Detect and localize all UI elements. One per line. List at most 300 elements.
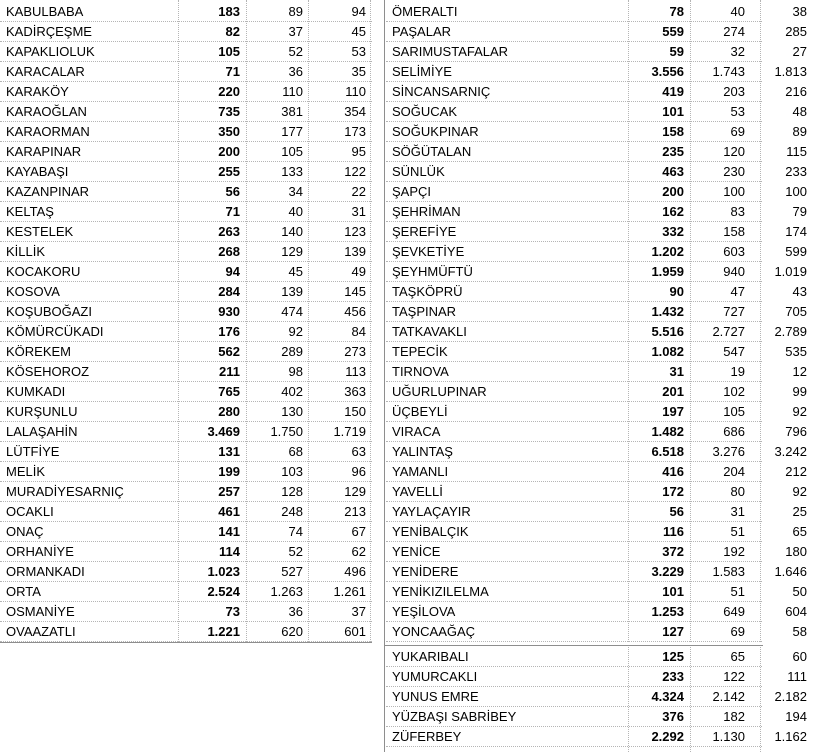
table-row: [0, 422, 372, 442]
village-name: SOĞUCAK: [392, 104, 458, 119]
total-population: 1.082: [651, 344, 684, 359]
village-name: ŞEREFİYE: [392, 224, 457, 239]
female-population: 705: [785, 304, 807, 319]
male-population: 31: [730, 504, 745, 519]
village-name: YENİKIZILELMA: [392, 584, 489, 599]
left-table: [0, 2, 372, 642]
male-population: 128: [281, 484, 303, 499]
male-population: 140: [281, 224, 303, 239]
table-row: [386, 42, 807, 62]
total-population: 416: [662, 464, 684, 479]
female-population: 145: [344, 284, 366, 299]
total-population: 268: [218, 244, 240, 259]
left-col-sep-4: [370, 0, 371, 642]
table-row: [0, 182, 372, 202]
male-population: 120: [723, 144, 745, 159]
table-row: [0, 222, 372, 242]
village-name: TATKAVAKLI: [392, 324, 467, 339]
total-population: 3.469: [207, 424, 240, 439]
male-population: 92: [288, 324, 303, 339]
female-population: 27: [792, 44, 807, 59]
village-name: ONAÇ: [6, 524, 44, 539]
table-row: [386, 202, 807, 222]
village-name: ŞEVKETİYE: [392, 244, 465, 259]
table-row: [386, 727, 807, 747]
male-population: 129: [281, 244, 303, 259]
village-name: KAPAKLIOLUK: [6, 44, 95, 59]
total-population: 6.518: [651, 444, 684, 459]
total-population: 125: [662, 649, 684, 664]
male-population: 620: [281, 624, 303, 639]
male-population: 2.142: [712, 689, 745, 704]
total-population: 2.292: [651, 729, 684, 744]
total-population: 1.023: [207, 564, 240, 579]
right-col-sep-2: [690, 0, 691, 752]
male-population: 686: [723, 424, 745, 439]
male-population: 45: [288, 264, 303, 279]
table-row: [386, 2, 807, 22]
village-name: KİLLİK: [6, 244, 46, 259]
right-col-sep-3: [760, 0, 761, 752]
total-population: 376: [662, 709, 684, 724]
female-population: 67: [351, 524, 366, 539]
total-population: 211: [219, 364, 240, 379]
male-population: 102: [723, 384, 745, 399]
male-population: 40: [288, 204, 303, 219]
table-row: [0, 582, 372, 602]
male-population: 83: [730, 204, 745, 219]
village-name: KARAPINAR: [6, 144, 82, 159]
female-population: 95: [351, 144, 366, 159]
table-row: [386, 602, 807, 622]
female-population: 37: [351, 604, 366, 619]
table-row: [386, 687, 807, 707]
village-name: YENİBALÇIK: [392, 524, 469, 539]
female-population: 1.261: [333, 584, 366, 599]
total-population: 419: [662, 84, 684, 99]
village-name: SARIMUSTAFALAR: [392, 44, 509, 59]
male-population: 274: [723, 24, 745, 39]
female-population: 273: [344, 344, 366, 359]
total-population: 71: [225, 64, 240, 79]
table-row: [0, 2, 372, 22]
village-name: YEŞİLOVA: [392, 604, 456, 619]
female-population: 35: [351, 64, 366, 79]
village-name: YENİCE: [392, 544, 441, 559]
female-population: 354: [344, 104, 366, 119]
total-population: 5.516: [651, 324, 684, 339]
village-name: YÜZBAŞI SABRİBEY: [392, 709, 517, 724]
total-population: 199: [218, 464, 240, 479]
total-population: 735: [218, 104, 240, 119]
total-population: 235: [662, 144, 684, 159]
male-population: 80: [730, 484, 745, 499]
total-population: 255: [218, 164, 240, 179]
village-name: KAZANPINAR: [6, 184, 90, 199]
female-population: 115: [786, 144, 807, 159]
male-population: 69: [730, 624, 745, 639]
female-population: 12: [792, 364, 807, 379]
table-row: [386, 262, 807, 282]
female-population: 79: [792, 204, 807, 219]
male-population: 103: [281, 464, 303, 479]
village-name: KABULBABA: [6, 4, 84, 19]
total-population: 31: [669, 364, 684, 379]
female-population: 173: [344, 124, 366, 139]
table-row: [386, 322, 807, 342]
village-name: YAVELLİ: [392, 484, 443, 499]
female-population: 456: [344, 304, 366, 319]
male-population: 203: [723, 84, 745, 99]
total-population: 2.524: [207, 584, 240, 599]
female-population: 1.162: [774, 729, 807, 744]
total-population: 59: [669, 44, 684, 59]
male-population: 52: [288, 544, 303, 559]
village-name: MURADİYESARNIÇ: [6, 484, 124, 499]
table-row: [0, 462, 372, 482]
male-population: 52: [288, 44, 303, 59]
total-population: 350: [218, 124, 240, 139]
total-population: 114: [219, 544, 240, 559]
male-population: 68: [288, 444, 303, 459]
male-population: 204: [723, 464, 745, 479]
left-col-sep-3: [308, 0, 309, 642]
table-row: [0, 102, 372, 122]
village-name: KESTELEK: [6, 224, 74, 239]
total-population: 765: [218, 384, 240, 399]
female-population: 92: [792, 484, 807, 499]
village-name: KELTAŞ: [6, 204, 54, 219]
village-name: YUNUS EMRE: [392, 689, 479, 704]
total-population: 101: [662, 104, 684, 119]
female-population: 89: [792, 124, 807, 139]
female-population: 139: [344, 244, 366, 259]
female-population: 38: [792, 4, 807, 19]
male-population: 547: [723, 344, 745, 359]
male-population: 1.263: [270, 584, 303, 599]
female-population: 3.242: [774, 444, 807, 459]
table-row: [0, 302, 372, 322]
male-population: 110: [282, 84, 303, 99]
male-population: 381: [281, 104, 303, 119]
table-row: [0, 282, 372, 302]
female-population: 150: [344, 404, 366, 419]
village-name: ORTA: [6, 584, 41, 599]
left-col-sep-1: [178, 0, 179, 642]
female-population: 604: [785, 604, 807, 619]
female-population: 174: [785, 224, 807, 239]
table-row: [0, 402, 372, 422]
total-population: 1.253: [651, 604, 684, 619]
female-population: 496: [344, 564, 366, 579]
table-row: [386, 82, 807, 102]
male-population: 34: [288, 184, 303, 199]
total-population: 94: [225, 264, 240, 279]
table-row: [386, 102, 807, 122]
female-population: 1.813: [774, 64, 807, 79]
table-row: [0, 242, 372, 262]
female-population: 92: [792, 404, 807, 419]
male-population: 51: [730, 524, 745, 539]
village-name: LÜTFİYE: [6, 444, 60, 459]
village-name: TAŞKÖPRÜ: [392, 284, 463, 299]
table-row: [386, 302, 807, 322]
female-population: 84: [351, 324, 366, 339]
male-population: 940: [723, 264, 745, 279]
male-population: 100: [723, 184, 745, 199]
table-row: [0, 82, 372, 102]
village-name: UĞURLUPINAR: [392, 384, 487, 399]
male-population: 69: [730, 124, 745, 139]
female-population: 1.719: [333, 424, 366, 439]
table-row: [386, 162, 807, 182]
male-population: 1.130: [712, 729, 745, 744]
male-population: 47: [730, 284, 745, 299]
female-population: 285: [785, 24, 807, 39]
female-population: 60: [792, 649, 807, 664]
village-name: KARAORMAN: [6, 124, 90, 139]
table-row: [0, 262, 372, 282]
male-population: 727: [723, 304, 745, 319]
male-population: 3.276: [712, 444, 745, 459]
total-population: 127: [662, 624, 684, 639]
total-population: 73: [225, 604, 240, 619]
village-name: YALINTAŞ: [392, 444, 453, 459]
village-name: TEPECİK: [392, 344, 448, 359]
village-name: KOŞUBOĞAZI: [6, 304, 92, 319]
table-row: [386, 622, 807, 642]
male-population: 40: [730, 4, 745, 19]
female-population: 1.646: [774, 564, 807, 579]
village-name: MELİK: [6, 464, 46, 479]
female-population: 62: [351, 544, 366, 559]
female-population: 53: [351, 44, 366, 59]
male-population: 603: [723, 244, 745, 259]
female-population: 48: [792, 104, 807, 119]
table-row: [0, 562, 372, 582]
total-population: 1.482: [651, 424, 684, 439]
total-population: 116: [663, 524, 684, 539]
village-name: OVAAZATLI: [6, 624, 76, 639]
female-population: 123: [344, 224, 366, 239]
village-name: TAŞPINAR: [392, 304, 457, 319]
total-population: 176: [218, 324, 240, 339]
left-col-sep-2: [246, 0, 247, 642]
village-name: VIRACA: [392, 424, 441, 439]
male-population: 1.583: [712, 564, 745, 579]
total-population: 461: [218, 504, 240, 519]
female-population: 99: [792, 384, 807, 399]
male-population: 65: [730, 649, 745, 664]
total-population: 562: [218, 344, 240, 359]
table-row: [386, 482, 807, 502]
table-row: [0, 442, 372, 462]
total-population: 101: [662, 584, 684, 599]
male-population: 36: [288, 64, 303, 79]
male-population: 51: [730, 584, 745, 599]
total-population: 158: [662, 124, 684, 139]
table-row: [0, 42, 372, 62]
female-population: 194: [785, 709, 807, 724]
village-name: SÖĞÜTALAN: [392, 144, 472, 159]
total-population: 220: [218, 84, 240, 99]
male-population: 36: [288, 604, 303, 619]
female-population: 180: [785, 544, 807, 559]
total-population: 280: [218, 404, 240, 419]
female-population: 22: [351, 184, 366, 199]
total-population: 559: [662, 24, 684, 39]
total-population: 90: [669, 284, 684, 299]
table-row: [386, 142, 807, 162]
table-row: [386, 462, 807, 482]
female-population: 216: [785, 84, 807, 99]
village-name: SÜNLÜK: [392, 164, 445, 179]
table-row: [0, 522, 372, 542]
total-population: 56: [225, 184, 240, 199]
total-population: 105: [218, 44, 240, 59]
table-row: [386, 342, 807, 362]
male-population: 248: [281, 504, 303, 519]
village-name: KOCAKORU: [6, 264, 81, 279]
table-row: [386, 222, 807, 242]
male-population: 89: [288, 4, 303, 19]
female-population: 65: [792, 524, 807, 539]
male-population: 2.727: [712, 324, 745, 339]
female-population: 96: [351, 464, 366, 479]
male-population: 98: [288, 364, 303, 379]
female-population: 363: [344, 384, 366, 399]
female-population: 110: [345, 84, 366, 99]
table-row: [386, 282, 807, 302]
female-population: 601: [344, 624, 366, 639]
village-name: OSMANİYE: [6, 604, 75, 619]
table-row: [0, 622, 372, 642]
village-name: ÜÇBEYLİ: [392, 404, 448, 419]
total-population: 463: [662, 164, 684, 179]
female-population: 2.182: [774, 689, 807, 704]
female-population: 233: [785, 164, 807, 179]
right-gap-rule: [385, 645, 763, 646]
female-population: 212: [785, 464, 807, 479]
female-population: 1.019: [774, 264, 807, 279]
table-row: [386, 382, 807, 402]
female-population: 25: [792, 504, 807, 519]
total-population: 141: [218, 524, 240, 539]
total-population: 263: [218, 224, 240, 239]
table-row: [0, 542, 372, 562]
total-population: 1.959: [651, 264, 684, 279]
total-population: 197: [662, 404, 684, 419]
village-name: LALAŞAHİN: [6, 424, 78, 439]
total-population: 257: [218, 484, 240, 499]
table-row: [386, 647, 807, 667]
village-name: YONCAAĞAÇ: [392, 624, 476, 639]
total-population: 284: [218, 284, 240, 299]
total-population: 4.324: [651, 689, 684, 704]
total-population: 56: [669, 504, 684, 519]
female-population: 599: [785, 244, 807, 259]
male-population: 105: [281, 144, 303, 159]
village-name: KADİRÇEŞME: [6, 24, 92, 39]
village-name: YAMANLI: [392, 464, 449, 479]
male-population: 402: [281, 384, 303, 399]
table-row: [0, 502, 372, 522]
village-name: YUMURCAKLI: [392, 669, 478, 684]
table-row: [386, 502, 807, 522]
total-population: 1.432: [651, 304, 684, 319]
total-population: 82: [225, 24, 240, 39]
female-population: 94: [351, 4, 366, 19]
total-population: 201: [662, 384, 684, 399]
table-row: [386, 22, 807, 42]
village-name: YAYLAÇAYIR: [392, 504, 471, 519]
table-row: [0, 122, 372, 142]
total-population: 233: [662, 669, 684, 684]
table-row: [386, 707, 807, 727]
male-population: 649: [723, 604, 745, 619]
total-population: 200: [218, 144, 240, 159]
total-population: 372: [662, 544, 684, 559]
total-population: 3.229: [651, 564, 684, 579]
village-name: KARAKÖY: [6, 84, 69, 99]
female-population: 45: [351, 24, 366, 39]
male-population: 230: [723, 164, 745, 179]
total-population: 162: [662, 204, 684, 219]
female-population: 2.789: [774, 324, 807, 339]
total-population: 131: [218, 444, 240, 459]
village-name: PAŞALAR: [392, 24, 452, 39]
village-name: ZÜFERBEY: [392, 729, 462, 744]
total-population: 930: [218, 304, 240, 319]
table-row: [386, 667, 807, 687]
male-population: 182: [723, 709, 745, 724]
female-population: 111: [787, 669, 807, 684]
male-population: 527: [281, 564, 303, 579]
village-name: ŞEHRİMAN: [392, 204, 461, 219]
village-name: ŞEYHMÜFTÜ: [392, 264, 473, 279]
male-population: 53: [730, 104, 745, 119]
female-population: 58: [792, 624, 807, 639]
female-population: 49: [351, 264, 366, 279]
table-row: [386, 422, 807, 442]
table-row: [386, 362, 807, 382]
male-population: 289: [281, 344, 303, 359]
village-name: ORMANKADI: [6, 564, 85, 579]
table-row: [386, 122, 807, 142]
village-name: KURŞUNLU: [6, 404, 78, 419]
total-population: 172: [662, 484, 684, 499]
table-row: [386, 562, 807, 582]
village-name: KARAOĞLAN: [6, 104, 87, 119]
village-name: KOSOVA: [6, 284, 60, 299]
village-name: KÖREKEM: [6, 344, 72, 359]
village-name: KAYABAŞI: [6, 164, 69, 179]
female-population: 213: [344, 504, 366, 519]
table-row: [0, 142, 372, 162]
village-name: KÖSEHOROZ: [6, 364, 90, 379]
table-row: [386, 542, 807, 562]
female-population: 63: [351, 444, 366, 459]
village-name: KÖMÜRCÜKADI: [6, 324, 104, 339]
male-population: 133: [281, 164, 303, 179]
left-bottom-rule: [0, 642, 372, 643]
male-population: 19: [730, 364, 745, 379]
village-name: SİNCANSARNIÇ: [392, 84, 491, 99]
village-name: TIRNOVA: [392, 364, 449, 379]
female-population: 122: [344, 164, 366, 179]
right-bottom-table: [386, 647, 807, 747]
male-population: 139: [281, 284, 303, 299]
